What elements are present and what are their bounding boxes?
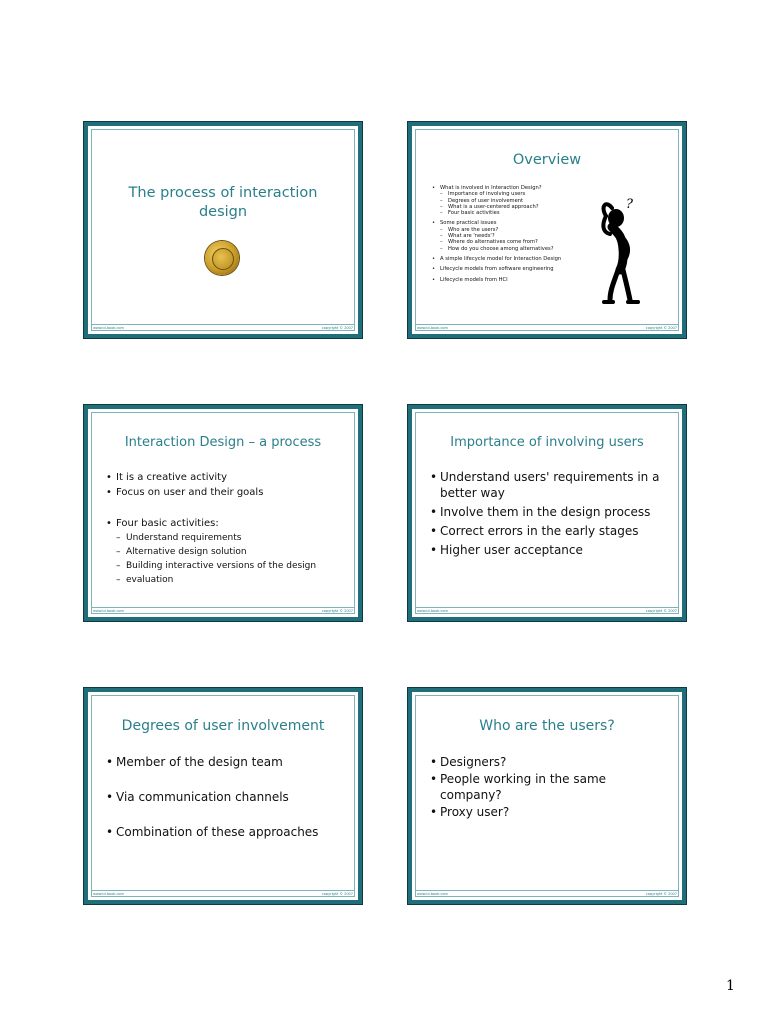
slide-2 — [408, 122, 686, 338]
list-item: – Understand requirements — [116, 533, 242, 543]
bullet-list — [430, 469, 670, 561]
sub-text: What are 'needs'? — [448, 233, 495, 240]
footer-url: www.id-book.com — [417, 326, 448, 330]
slide-5 — [84, 688, 362, 904]
slide-title: Overview — [512, 152, 582, 168]
list-item: • Higher user acceptance — [430, 543, 583, 557]
list-item: • Member of the design team — [106, 755, 283, 769]
slide-footer — [416, 324, 678, 331]
list-item: – Where do alternatives come from? — [440, 239, 538, 246]
bullet-list — [106, 470, 346, 587]
slide-footer — [92, 324, 354, 331]
bullet-text: People working in the same company? — [440, 772, 607, 802]
bullet-text: Via communication channels — [116, 790, 289, 804]
svg-text:?: ? — [626, 197, 633, 212]
slide-6 — [408, 688, 686, 904]
slide-4 — [408, 405, 686, 621]
sub-text: What is a user-centered approach? — [448, 203, 539, 210]
slide-footer — [416, 607, 678, 614]
sub-text: Where do alternatives come from? — [448, 239, 538, 246]
bullet-text: Focus on user and their goals — [116, 487, 264, 498]
list-item: – Building interactive versions of the design — [116, 561, 317, 571]
bullet-text: Understand users' requirements in a better way — [440, 470, 660, 500]
list-item: – evaluation — [116, 575, 174, 585]
slide-footer — [92, 607, 354, 614]
bullet-text: Lifecycle models from software engineering — [440, 266, 554, 273]
sub-text: Alternative design solution — [126, 547, 247, 557]
slide-inner — [91, 129, 355, 331]
bullet-text: Member of the design team — [116, 755, 283, 769]
bullet-text: Proxy user? — [440, 805, 510, 819]
bullet-text: Higher user acceptance — [440, 543, 583, 557]
footer-copyright: copyright © 2007 — [645, 326, 677, 330]
bullet-text: Lifecycle models from HCI — [440, 276, 508, 283]
sub-list — [116, 531, 346, 587]
list-item: • Combination of these approaches — [106, 825, 319, 839]
bullet-text: Involve them in the design process — [440, 505, 651, 519]
bullet-text: Some practical issues — [440, 220, 497, 227]
slide-footer — [416, 890, 678, 897]
list-item: • Lifecycle models from HCI — [432, 276, 508, 283]
bullet-text: A simple lifecycle model for Interaction Design — [440, 255, 562, 262]
bullet-text: Designers? — [440, 755, 507, 769]
list-item: • Designers? — [430, 755, 507, 769]
list-item: • Correct errors in the early stages — [430, 524, 639, 538]
list-item: – How do you choose among alternatives? — [440, 245, 554, 252]
list-item: • Involve them in the design process — [430, 505, 651, 519]
bullet-list — [432, 185, 602, 287]
bullet-text: Combination of these approaches — [116, 825, 319, 839]
slide-1 — [84, 122, 362, 338]
list-item: • It is a creative activity — [106, 472, 228, 483]
list-item: • Lifecycle models from software engineering — [432, 266, 554, 273]
page-number: 1 — [726, 978, 735, 994]
list-item: • Understand users' requirements in a better way — [430, 470, 660, 500]
thinking-person-icon — [596, 194, 648, 308]
sub-text: Understand requirements — [126, 533, 242, 543]
list-item: – Importance of involving users — [440, 191, 526, 198]
list-item: • A simple lifecycle model for Interaction Design — [432, 255, 562, 262]
sub-text: Importance of involving users — [448, 191, 526, 198]
sub-list — [440, 227, 602, 252]
footer-url: www.id-book.com — [93, 609, 124, 613]
list-item: • Focus on user and their goals — [106, 487, 264, 498]
bullet-text: Four basic activities: — [116, 518, 219, 529]
slide-title: Who are the users? — [479, 718, 615, 734]
list-item: – Degrees of user involvement — [440, 197, 524, 204]
list-item: – Alternative design solution — [116, 547, 247, 557]
footer-url: www.id-book.com — [417, 609, 448, 613]
list-item: – Four basic activities — [440, 210, 500, 217]
slide-footer — [92, 890, 354, 897]
list-item: • Some practical issues – Who are the users? – What are 'needs'? – Where do alternatives come from? – How do you choose among alternatives? — [432, 220, 602, 251]
list-item: – What are 'needs'? — [440, 233, 495, 240]
bullet-list — [430, 754, 670, 821]
list-item: • Proxy user? — [430, 805, 510, 819]
sub-list — [440, 191, 602, 216]
footer-copyright: copyright © 2007 — [645, 892, 677, 896]
book-seal-logo — [205, 241, 239, 275]
sub-text: Who are the users? — [448, 226, 499, 233]
sub-text: Degrees of user involvement — [448, 197, 524, 204]
list-item: – Who are the users? — [440, 226, 499, 233]
sub-text: Building interactive versions of the design — [126, 561, 317, 571]
sub-text: Four basic activities — [448, 210, 500, 217]
sub-text: How do you choose among alternatives? — [448, 245, 554, 252]
sub-text: evaluation — [126, 575, 174, 585]
footer-copyright: copyright © 2007 — [321, 609, 353, 613]
slide-title: Degrees of user involvement — [121, 718, 325, 734]
list-item: • Four basic activities: – Understand requirements – Alternative design solution – Building interactive versions of the design – evaluation — [106, 516, 346, 587]
list-item: • Via communication channels — [106, 790, 289, 804]
footer-url: www.id-book.com — [93, 892, 124, 896]
footer-copyright: copyright © 2007 — [645, 609, 677, 613]
footer-url: www.id-book.com — [417, 892, 448, 896]
bullet-text: It is a creative activity — [116, 472, 228, 483]
list-item: • People working in the same company? — [430, 772, 607, 802]
slide-3 — [84, 405, 362, 621]
bullet-text: What is involved in Interaction Design? — [440, 185, 542, 191]
list-item: – What is a user-centered approach? — [440, 203, 539, 210]
slide-title: Importance of involving users — [450, 435, 644, 450]
bullet-list — [106, 754, 346, 859]
footer-copyright: copyright © 2007 — [321, 326, 353, 330]
bullet-text: Correct errors in the early stages — [440, 524, 639, 538]
slide-title: Interaction Design – a process — [124, 435, 322, 450]
footer-url: www.id-book.com — [93, 326, 124, 330]
list-item: • What is involved in Interaction Design? – Importance of involving users – Degrees of user involvement – What is a user-centered approach? – Four basic activities — [432, 185, 602, 216]
slide-title: The process of interaction design — [128, 185, 318, 220]
footer-copyright: copyright © 2007 — [321, 892, 353, 896]
